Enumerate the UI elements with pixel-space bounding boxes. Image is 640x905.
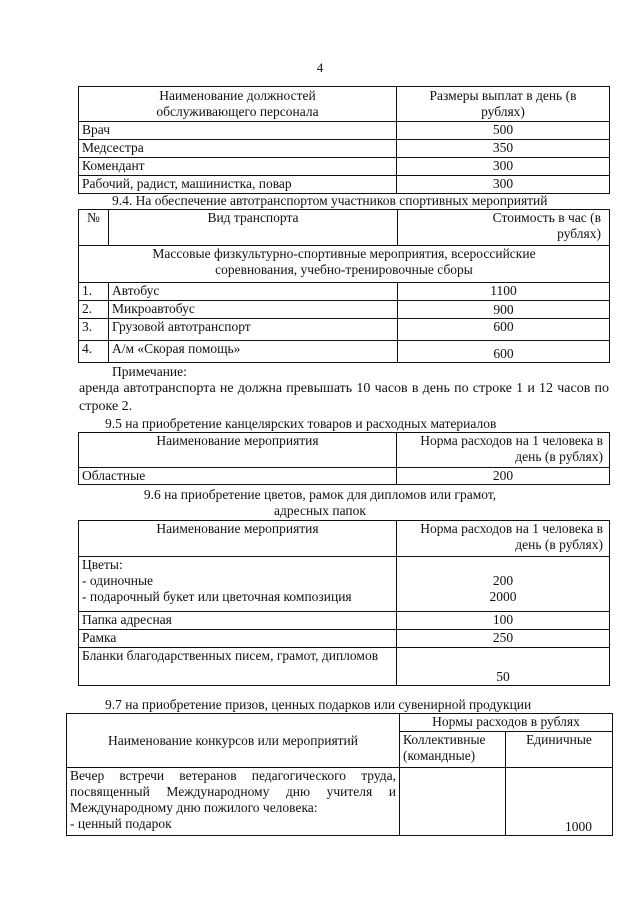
table-header-cell: Норма расходов на 1 человека в день (в рублях)	[397, 433, 610, 468]
stationery-table	[78, 432, 610, 485]
table-row	[79, 140, 610, 158]
table-cell-value: 200	[397, 468, 610, 485]
table-header-cell: Единичные	[506, 732, 613, 768]
table-cell-name: Рамка	[79, 630, 397, 648]
table-cell-value: 300	[397, 158, 610, 176]
table-cell-name: А/м «Скорая помощь»	[109, 341, 398, 363]
table-cell-name: Микроавтобус	[109, 301, 398, 319]
table-row	[79, 176, 610, 194]
table-cell-name	[67, 768, 400, 836]
table-row	[79, 557, 610, 612]
table-cell-name	[79, 648, 397, 686]
table-row	[67, 768, 613, 836]
table-cell-value: 350	[397, 140, 610, 158]
table-header-row	[79, 210, 610, 246]
table-cell-value: 500	[397, 122, 610, 140]
table-group-cell: Массовые физкультурно-спортивные мероприятия, всероссийские соревнования, учебно-тренировочные сборы	[79, 246, 610, 283]
table-row	[79, 648, 610, 686]
table-row	[79, 612, 610, 630]
list-item: - одиночные	[82, 572, 154, 588]
table-header-row	[67, 714, 613, 732]
table-cell-name: Автобус	[109, 283, 398, 301]
table-cell-value: 300	[397, 176, 610, 194]
table-cell-num: 4.	[79, 341, 109, 363]
table-header-cell: Коллективные (командные)	[400, 732, 506, 768]
table-row	[79, 158, 610, 176]
table-cell-name: Врач	[79, 122, 397, 140]
table-group-row	[79, 246, 610, 283]
table-cell-value	[397, 557, 610, 612]
table-cell-value: 50	[397, 648, 610, 686]
table-header-cell: Наименование мероприятия	[79, 521, 397, 557]
table-cell-value: 600	[398, 341, 610, 363]
section-heading-9-4: 9.4. На обеспечение автотранспортом участников спортивных мероприятий	[112, 193, 548, 208]
section-heading-9-7: 9.7 на приобретение призов, ценных подарков или сувенирной продукции	[105, 697, 532, 712]
table-row	[79, 122, 610, 140]
table-cell-value: 900	[398, 301, 610, 319]
table-header-cell: Вид транспорта	[109, 210, 398, 246]
note-label: Примечание:	[112, 364, 187, 379]
page-number: 4	[316, 60, 324, 75]
table-cell-name	[79, 557, 397, 612]
list-item: - подарочный букет или цветочная композиция	[82, 588, 352, 604]
table-header-row	[79, 521, 610, 557]
section-heading-9-5: 9.5 на приобретение канцелярских товаров и расходных материалов	[105, 416, 497, 431]
table-cell-name: Рабочий, радист, машинистка, повар	[79, 176, 397, 194]
table-cell-name: Комендант	[79, 158, 397, 176]
section-heading-9-6: 9.6 на приобретение цветов, рамок для дипломов или грамот, адресных папок	[143, 487, 497, 518]
table-header-cell: №	[79, 210, 109, 246]
table-cell-single: 1000	[506, 768, 613, 836]
prizes-table	[66, 713, 613, 836]
table-header-cell: Нормы расходов в рублях	[400, 714, 613, 732]
table-cell-name: Папка адресная	[79, 612, 397, 630]
table-cell-name: Грузовой автотранспорт	[109, 319, 398, 341]
table-header-row	[79, 87, 610, 122]
table-cell-value: 250	[397, 630, 610, 648]
table-row	[79, 468, 610, 485]
table-header-row	[79, 433, 610, 468]
event-text: Вечер встречи ветеранов педагогического труда, посвященный Международному дню учителя и Международному дню пожилого человека:	[70, 768, 396, 815]
table-cell-name: Областные	[79, 468, 397, 485]
table-header-cell: Норма расходов на 1 человека в день (в рублях)	[397, 521, 610, 557]
staff-table	[78, 86, 610, 194]
list-item: - ценный подарок	[70, 815, 172, 831]
blanks-text: Бланки благодарственных писем, грамот, дипломов	[82, 648, 379, 663]
table-cell-collective	[400, 768, 506, 836]
table-row	[79, 630, 610, 648]
flowers-label: Цветы:	[82, 557, 123, 572]
table-cell-name: Медсестра	[79, 140, 397, 158]
table-header-cell: Наименование мероприятия	[79, 433, 397, 468]
list-item-value: 200	[492, 573, 514, 588]
table-header-cell: Наименование конкурсов или мероприятий	[67, 714, 400, 768]
table-row	[79, 301, 610, 319]
table-row	[79, 319, 610, 341]
table-row	[79, 283, 610, 301]
list-item-value: 2000	[489, 588, 517, 604]
table-cell-value: 100	[397, 612, 610, 630]
table-header-cell: Размеры выплат в день (в рублях)	[397, 87, 610, 122]
transport-table	[78, 209, 610, 363]
table-header-cell: Стоимость в час (в рублях)	[398, 210, 610, 246]
table-cell-num: 1.	[79, 283, 109, 301]
table-cell-num: 3.	[79, 319, 109, 341]
table-cell-num: 2.	[79, 301, 109, 319]
flowers-table	[78, 520, 610, 686]
table-row	[79, 341, 610, 363]
table-cell-value: 600	[398, 319, 610, 341]
note-text: аренда автотранспорта не должна превышать 10 часов в день по строке 1 и 12 часов по строке 2.	[79, 381, 609, 415]
table-header-cell: Наименование должностей обслуживающего персонала	[79, 87, 397, 122]
table-cell-value: 1100	[398, 283, 610, 301]
